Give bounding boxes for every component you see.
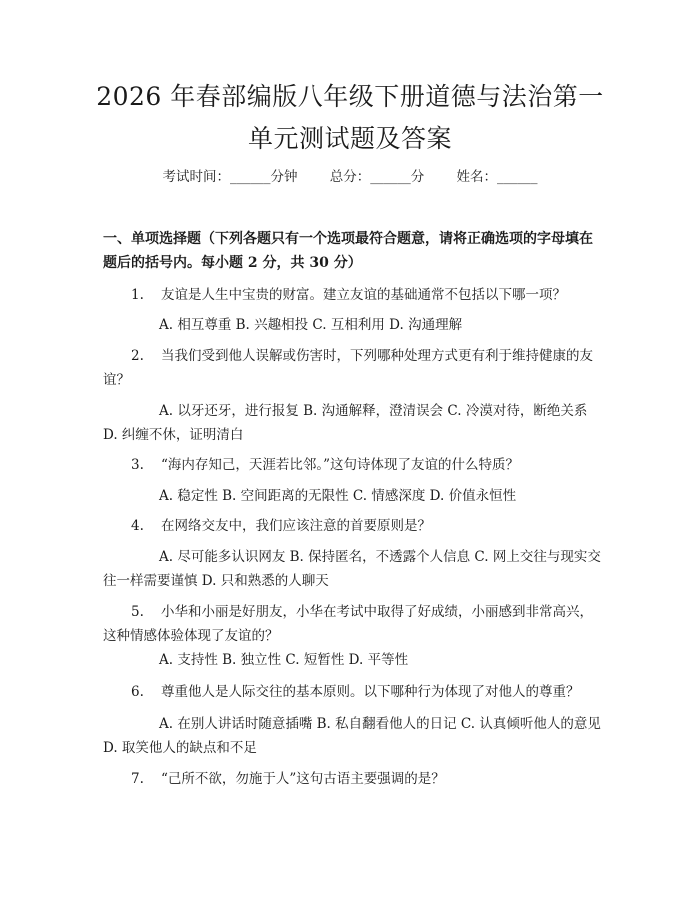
question-3 xyxy=(103,453,603,477)
question-number: 2. xyxy=(131,348,144,364)
question-5-options xyxy=(103,648,603,672)
question-text: “己所不欲，勿施于人”这句古语主要强调的是？ xyxy=(161,771,445,787)
question-number: 1. xyxy=(131,287,144,303)
question-6-options xyxy=(103,712,603,760)
options-text: A. 在别人讲话时随意插嘴 B. 私自翻看他人的日记 C. 认真倾听他人的意见 D. 取笑他人的缺点和不足 xyxy=(103,716,601,756)
question-4 xyxy=(103,514,603,538)
question-2 xyxy=(103,344,603,392)
question-text: 当我们受到他人误解或伤害时，下列哪种处理方式更有利于维持健康的友谊？ xyxy=(103,348,593,388)
question-number: 3. xyxy=(131,457,144,473)
question-number: 6. xyxy=(131,684,144,700)
question-3-options xyxy=(103,484,603,508)
question-1 xyxy=(103,283,603,307)
total-score-field: 总分：______分 xyxy=(329,169,425,185)
question-4-options xyxy=(103,545,603,593)
question-text: 小华和小丽是好朋友，小华在考试中取得了好成绩，小丽感到非常高兴，这种情感体验体现了友谊的？ xyxy=(103,604,593,644)
question-1-options xyxy=(103,313,603,337)
question-text: 友谊是人生中宝贵的财富。建立友谊的基础通常不包括以下哪一项？ xyxy=(161,287,566,303)
question-text: 在网络交友中，我们应该注意的首要原则是？ xyxy=(161,518,431,534)
exam-time-field: 考试时间：______分钟 xyxy=(162,169,298,185)
title-line-2: 单元测试题及答案 xyxy=(247,124,452,153)
document-title xyxy=(40,76,660,160)
question-number: 5. xyxy=(131,604,144,620)
question-text: 尊重他人是人际交往的基本原则。以下哪种行为体现了对他人的尊重？ xyxy=(161,684,580,700)
options-text: A. 支持性 B. 独立性 C. 短暂性 D. 平等性 xyxy=(159,652,409,668)
options-text: A. 相互尊重 B. 兴趣相投 C. 互相利用 D. 沟通理解 xyxy=(159,317,463,333)
question-5 xyxy=(103,600,603,648)
options-text: A. 稳定性 B. 空间距离的无限性 C. 情感深度 D. 价值永恒性 xyxy=(159,488,517,504)
question-7 xyxy=(103,767,603,791)
options-text: A. 以牙还牙，进行报复 B. 沟通解释，澄清误会 C. 冷漠对待，断绝关系 D. 纠缠不休，证明清白 xyxy=(103,403,588,443)
student-name-field: 姓名：______ xyxy=(456,169,538,185)
question-6 xyxy=(103,680,603,704)
question-number: 7. xyxy=(131,771,144,787)
exam-info xyxy=(0,166,700,188)
options-text: A. 尽可能多认识网友 B. 保持匿名，不透露个人信息 C. 网上交往与现实交往一样需要谨慎 D. 只和熟悉的人聊天 xyxy=(103,549,601,589)
title-line-1: 2026 年春部编版八年级下册道德与法治第一 xyxy=(96,82,604,111)
question-2-options xyxy=(103,399,603,447)
question-text: “海内存知己，天涯若比邻。”这句诗体现了友谊的什么特质？ xyxy=(161,457,520,473)
question-number: 4. xyxy=(131,518,144,534)
section-heading: 一、单项选择题（下列各题只有一个选项最符合题意，请将正确选项的字母填在题后的括号内。每小题 2 分，共 30 分） xyxy=(103,231,593,271)
